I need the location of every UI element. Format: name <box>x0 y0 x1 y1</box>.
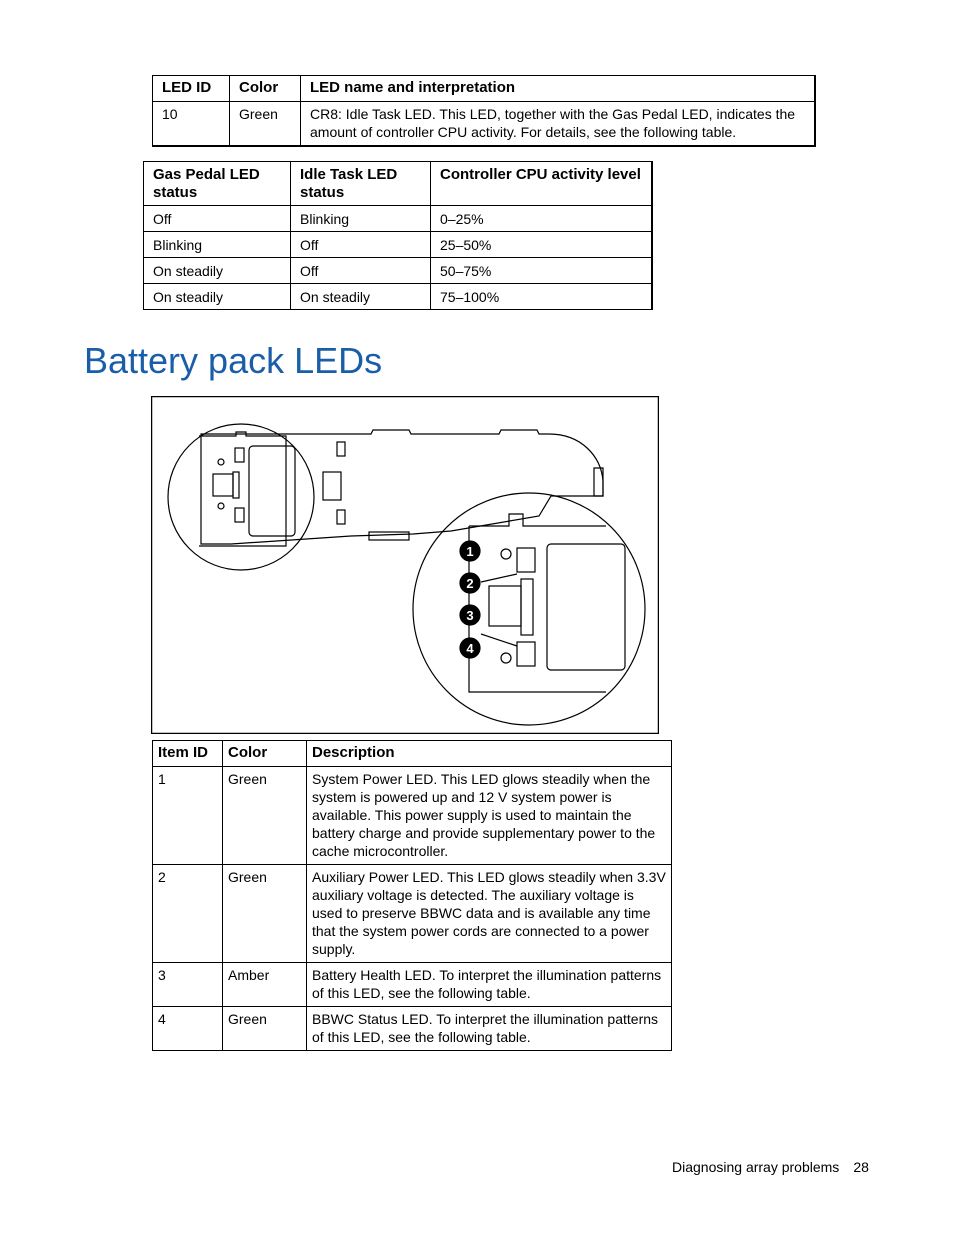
table-cell: 2 <box>153 865 223 963</box>
svg-text:2: 2 <box>466 576 474 591</box>
table-cell: 10 <box>153 102 230 147</box>
header-cell: Color <box>223 741 307 767</box>
table-header-row <box>153 76 816 102</box>
table-cell: Auxiliary Power LED. This LED glows steadily when 3.3V auxiliary voltage is detected. The auxiliary voltage is used to preserve BBWC data and is available any time that the system power cords are connected to a power supply. <box>307 865 672 963</box>
page-footer <box>672 1159 869 1175</box>
header-cell: Color <box>230 76 301 102</box>
table-row <box>153 865 672 963</box>
svg-text:3: 3 <box>466 608 474 623</box>
table-cell: Blinking <box>291 206 431 232</box>
table-cell: 50–75% <box>431 258 653 284</box>
header-cell: LED ID <box>153 76 230 102</box>
table-cell: 75–100% <box>431 284 653 310</box>
table-header-row <box>153 741 672 767</box>
header-cell: Description <box>307 741 672 767</box>
table-cell: Green <box>223 767 307 865</box>
table-row <box>144 258 653 284</box>
table-cell: 1 <box>153 767 223 865</box>
svg-text:4: 4 <box>466 641 474 656</box>
table-cell: On steadily <box>144 258 291 284</box>
header-cell: Item ID <box>153 741 223 767</box>
table-row <box>153 767 672 865</box>
table-cell: 4 <box>153 1007 223 1051</box>
svg-text:1: 1 <box>466 544 474 559</box>
table-cell: Amber <box>223 963 307 1007</box>
table-cell: Blinking <box>144 232 291 258</box>
header-cell: LED name and interpretation <box>301 76 816 102</box>
table-row <box>153 1007 672 1051</box>
header-cell: Idle Task LED status <box>291 162 431 206</box>
callout-1 <box>460 541 480 561</box>
table-row <box>144 206 653 232</box>
callout-4 <box>460 638 480 658</box>
table-row <box>153 102 816 147</box>
table-cell: CR8: Idle Task LED. This LED, together with the Gas Pedal LED, indicates the amount of controller CPU activity. For details, see the following table. <box>301 102 816 147</box>
table-cell: On steadily <box>144 284 291 310</box>
table-cell: 0–25% <box>431 206 653 232</box>
table-cell: On steadily <box>291 284 431 310</box>
callout-3 <box>460 605 480 625</box>
table-cell: BBWC Status LED. To interpret the illumination patterns of this LED, see the following table. <box>307 1007 672 1051</box>
table-cell: 25–50% <box>431 232 653 258</box>
table-cell: Off <box>291 232 431 258</box>
callout-2 <box>460 573 480 593</box>
table-cell: Off <box>291 258 431 284</box>
table-cell: Off <box>144 206 291 232</box>
table-row <box>144 284 653 310</box>
cpu-activity-table <box>143 161 653 310</box>
battery-pack-diagram <box>151 396 659 734</box>
page-number: 28 <box>853 1159 869 1175</box>
table-cell: Battery Health LED. To interpret the illumination patterns of this LED, see the following table. <box>307 963 672 1007</box>
header-cell: Controller CPU activity level <box>431 162 653 206</box>
led-table <box>152 75 816 147</box>
table-cell: System Power LED. This LED glows steadily when the system is powered up and 12 V system power is available. This power supply is used to maintain the battery charge and provide supplementary power to the cache microcontroller. <box>307 767 672 865</box>
table-cell: Green <box>223 865 307 963</box>
table-row <box>153 963 672 1007</box>
table-cell: Green <box>223 1007 307 1051</box>
table-cell: Green <box>230 102 301 147</box>
table-cell: 3 <box>153 963 223 1007</box>
table-header-row <box>144 162 653 206</box>
footer-section-title: Diagnosing array problems <box>672 1159 840 1175</box>
battery-led-table <box>152 740 672 1051</box>
table-row <box>144 232 653 258</box>
header-cell: Gas Pedal LED status <box>144 162 291 206</box>
section-heading: Battery pack LEDs <box>84 340 383 381</box>
